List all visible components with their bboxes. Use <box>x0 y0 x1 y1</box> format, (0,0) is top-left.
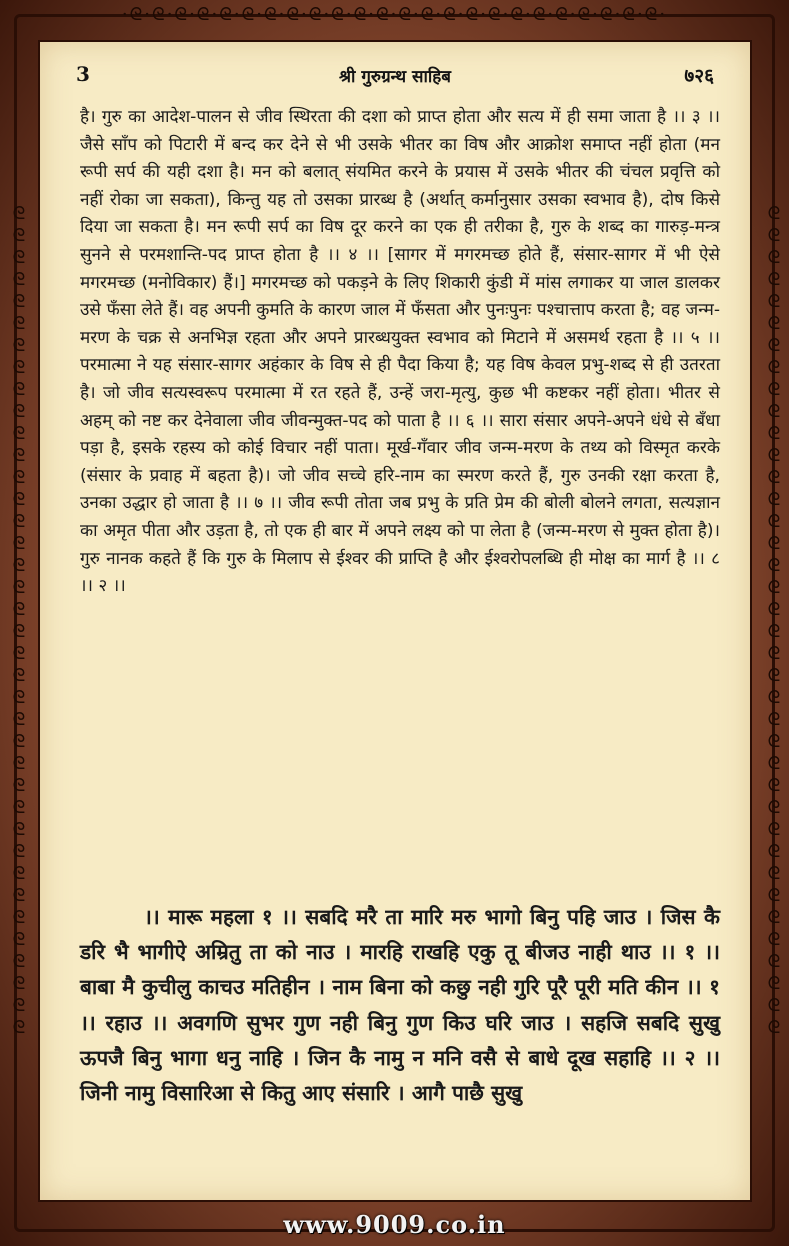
right-ornament-border: ᘓᘓᘓᘓᘓᘓᘓᘓᘓᘓᘓᘓᘓᘓᘓᘓᘓᘓᘓᘓᘓᘓᘓᘓᘓᘓᘓᘓᘓᘓᘓᘓᘓᘓᘓᘓᘓᘓ <box>764 205 785 1041</box>
gurbani-verse <box>80 900 720 1111</box>
page-title: श्री गुरुग्रन्थ साहिब <box>338 67 452 87</box>
commentary-paragraph: है। गुरु का आदेश-पालन से जीव स्थिरता की दशा को प्राप्त होता और सत्य में ही समा जाता है ।। ३ ।। जैसे साँप को पिटारी में बन्द कर देने से भी उसके भीतर का विष और आक्रोश समाप्त नहीं होता (मन रूपी सर्प की यही दशा है। मन को बलात् संयमित करने के प्रयास में उसके भीतर की चंचल प्रवृत्ति को नहीं रोका जा सकता), किन्तु यह तो उसका प्रारब्ध है (अर्थात् कर्मानुसार उसका स्वभाव है), दोष किसे दिया जा सकता है। मन रूपी सर्प का विष दूर करने का एक ही तरीका है, गुरु के शब्द का गारुड़-मन्त्र सुनने से परमशान्ति-पद प्राप्त होता है ।। ४ ।। [सागर में मगरमच्छ होते हैं, संसार-सागर में भी ऐसे मगरमच्छ (मनोविकार) हैं।] मगरमच्छ को पकड़ने के लिए शिकारी कुंडी में मांस लगाकर या जाल डालकर उसे फँसा लेते हैं। वह अपनी कुमति के कारण जाल में फँसता और पुनःपुनः पश्चात्ताप करता है; वह जन्म-मरण के चक्र से अनभिज्ञ रहता और अपने प्रारब्धयुक्त स्वभाव को मिटाने में असमर्थ रहता है ।। ५ ।। परमात्मा ने यह संसार-सागर अहंकार के विष से ही पैदा किया है; यह विष केवल प्रभु-शब्द से ही उतरता है। जो जीव सत्यस्वरूप परमात्मा में रत रहते हैं, उन्हें जरा-मृत्यु, कुछ भी कष्टकर नहीं होता। भीतर से अहम् को नष्ट कर देनेवाला जीव जीवन्मुक्त-पद को पाता है ।। ६ ।। सारा संसार अपने-अपने धंधे से बँधा पड़ा है, इसके रहस्य को कोई विचार नहीं पाता। मूर्ख-गँवार जीव जन्म-मरण के तथ्य को विस्मृत करके (संसार के प्रवाह में बहता है)। जो जीव सच्चे हरि-नाम का स्मरण करते हैं, गुरु उनकी रक्षा करता है, उनका उद्धार हो जाता है ।। ७ ।। जीव रूपी तोता जब प्रभु के प्रति प्रेम की बोली बोलने लगता, सत्यज्ञान का अमृत पीता और उड़ता है, तो एक ही बार में अपने लक्ष्य को पा लेता है (जन्म-मरण से मुक्त होता है)। गुरु नानक कहते हैं कि गुरु के मिलाप से ईश्वर की प्राप्ति है और ईश्वरोपलब्धि ही मोक्ष का मार्ग है ।। ८ ।। २ ।। <box>80 107 721 597</box>
ang-number: ७२६ <box>684 65 714 87</box>
page-number: 3 <box>76 62 90 86</box>
commentary-text <box>80 104 720 601</box>
page-header <box>76 62 714 92</box>
scripture-page <box>38 40 752 1202</box>
website-url-link[interactable]: www.9009.co.in <box>283 1210 506 1239</box>
verse-paragraph: ।। मारू महला १ ।। सबदि मरै ता मारि मरु भागो बिनु पहि जाउ । जिस कै डरि भै भागीऐ अम्रितु ता को नाउ । मारहि राखहि एकु तू बीजउ नाही थाउ ।। १ ।। बाबा मै कुचीलु काचउ मतिहीन । नाम बिना को कछु नही गुरि पूरै पूरी मति कीन ।। १ ।। रहाउ ।। अवगणि सुभर गुण नही बिनु गुण किउ घरि जाउ । सहजि सबदि सुखु ऊपजै बिनु भागा धनु नाहि । जिन कै नामु न मनि वसै से बाधे दूख सहाहि ।। २ ।। जिनी नामु विसारिआ से कितु आए संसारि । आगै पाछै सुखु <box>80 905 720 1106</box>
top-ornament-border: ·ᘓ·ᘓ·ᘓ·ᘓ·ᘓ·ᘓ·ᘓ·ᘓ·ᘓ·ᘓ·ᘓ·ᘓ·ᘓ·ᘓ·ᘓ·ᘓ·ᘓ·ᘓ·ᘓ·ᘓ·ᘓ·ᘓ·ᘓ·ᘓ· <box>121 4 668 25</box>
left-ornament-border: ᘓᘓᘓᘓᘓᘓᘓᘓᘓᘓᘓᘓᘓᘓᘓᘓᘓᘓᘓᘓᘓᘓᘓᘓᘓᘓᘓᘓᘓᘓᘓᘓᘓᘓᘓᘓᘓᘓ <box>9 205 30 1041</box>
